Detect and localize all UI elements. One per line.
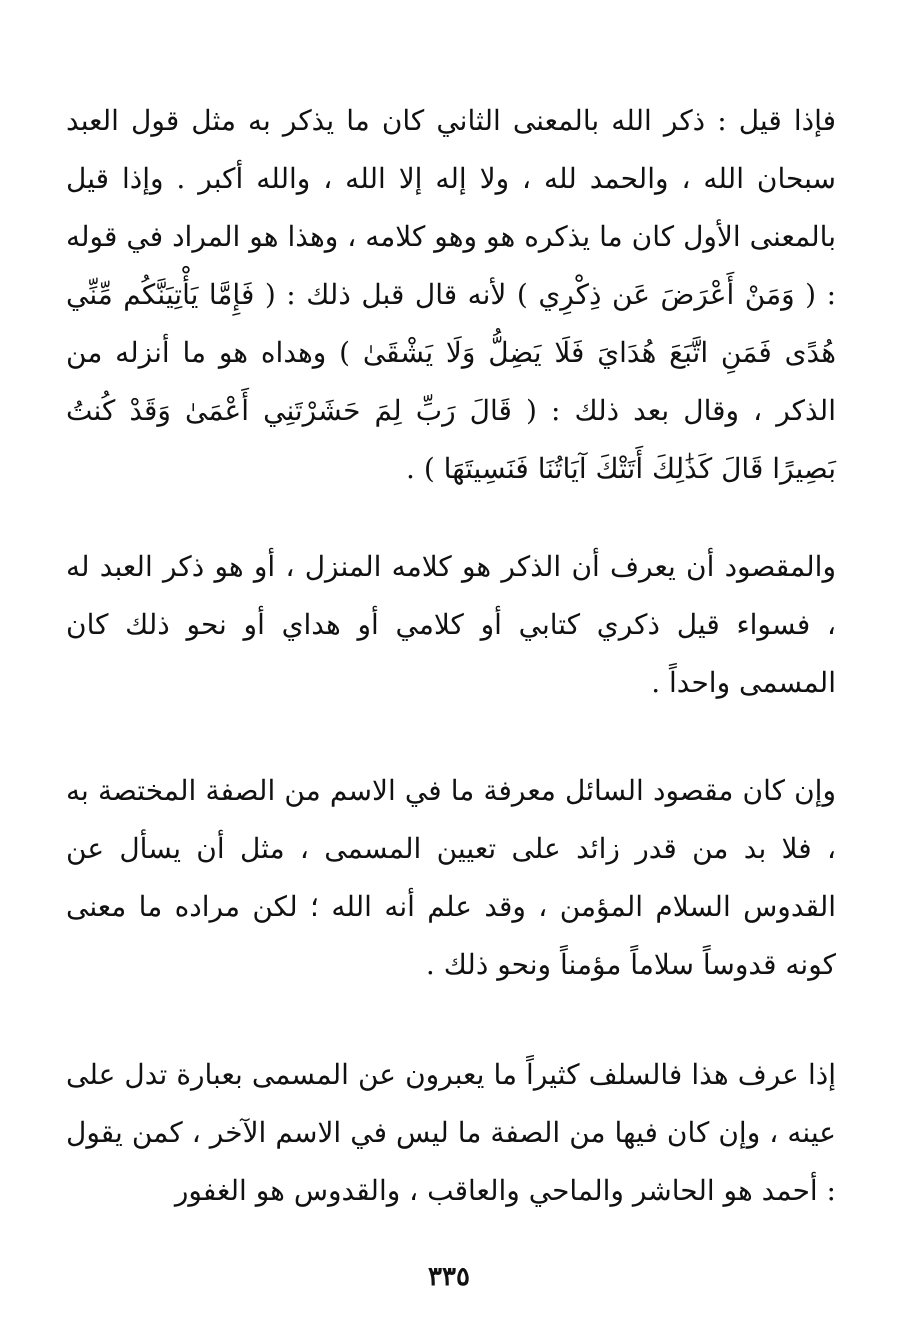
page-body [66,92,836,1220]
paragraph-4: إذا عرف هذا فالسلف كثيراً ما يعبرون عن المسمى بعبارة تدل على عينه ، وإن كان فيها من الصفة ما ليس في الاسم الآخر ، كمن يقول : أحمد هو الحاشر والماحي والعاقب ، والقدوس هو الغفور [66,1058,836,1207]
paragraph-2: والمقصود أن يعرف أن الذكر هو كلامه المنزل ، أو هو ذكر العبد له ، فسواء قيل ذكري كتابي أو كلامي أو هداي أو نحو ذلك كان المسمى واحداً . [66,550,836,699]
paragraph-3: وإن كان مقصود السائل معرفة ما في الاسم من الصفة المختصة به ، فلا بد من قدر زائد على تعيين المسمى ، مثل أن يسأل عن القدوس السلام المؤمن ، وقد علم أنه الله ؛ لكن مراده ما معنى كونه قدوساً سلاماً مؤمناً ونحو ذلك . [66,774,836,981]
paragraph-1: فإذا قيل : ذكر الله بالمعنى الثاني كان ما يذكر به مثل قول العبد سبحان الله ، والحمد لله ، ولا إله إلا الله ، والله أكبر . وإذا قيل بالمعنى الأول كان ما يذكره هو وهو كلامه ، وهذا هو المراد في قوله : ( وَمَنْ أَعْرَضَ عَن ذِكْرِي ) لأنه قال قبل ذلك : ( فَإِمَّا يَأْتِيَنَّكُم مِّنِّي هُدًى فَمَنِ اتَّبَعَ هُدَايَ فَلَا يَضِلُّ وَلَا يَشْقَىٰ ) وهداه هو ما أنزله من الذكر ، وقال بعد ذلك : ( قَالَ رَبِّ لِمَ حَشَرْتَنِي أَعْمَىٰ وَقَدْ كُنتُ بَصِيرًا قَالَ كَذَٰلِكَ أَتَتْكَ آيَاتُنَا فَنَسِيتَهَا ) . [66,104,836,485]
page-number: ٣٣٥ [428,1262,470,1292]
